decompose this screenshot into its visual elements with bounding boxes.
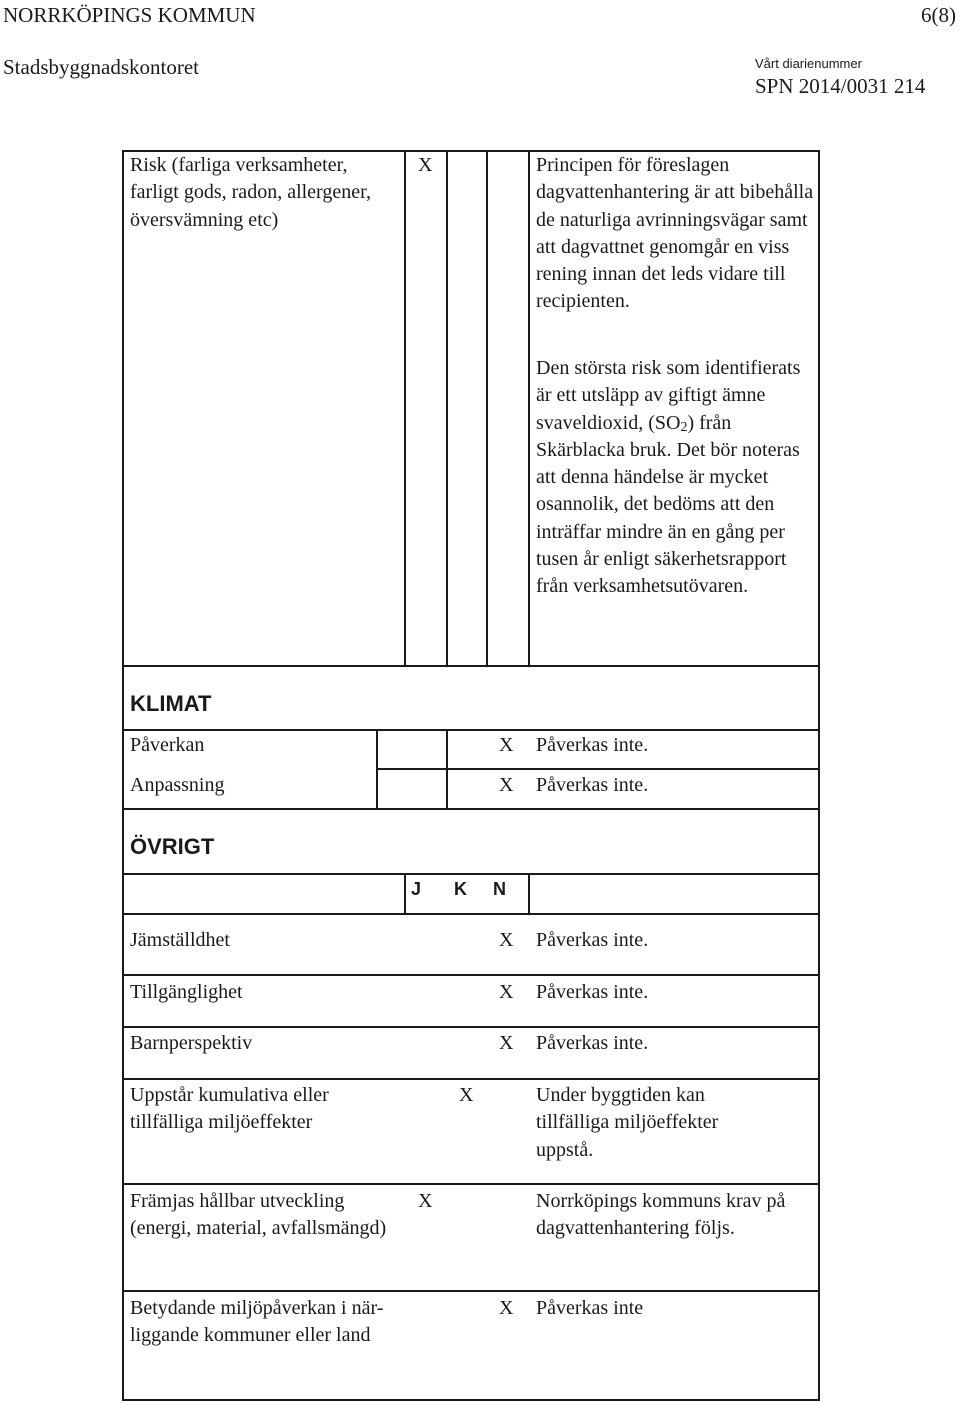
ovrigt-row-comment: Påverkas inte. xyxy=(536,981,649,1003)
ovrigt-row-label: Betydande miljöpåverkan i när- liggande kommuner eller land xyxy=(130,1297,384,1347)
ovrigt-row-label: Barnperspektiv xyxy=(130,1032,253,1054)
page-number: 6(8) xyxy=(921,3,956,27)
column-n-header: N xyxy=(493,879,506,899)
ovrigt-row-mark: X xyxy=(499,1032,514,1054)
column-j-header: J xyxy=(411,879,422,899)
ovrigt-row-mark: X xyxy=(418,1190,433,1212)
ovrigt-row-mark: X xyxy=(499,1297,514,1319)
klimat-row-label: Påverkan xyxy=(130,734,205,756)
column-k-header: K xyxy=(454,879,467,899)
ovrigt-row-label: Tillgänglighet xyxy=(130,981,243,1003)
ovrigt-row-comment: Påverkas inte xyxy=(536,1297,644,1319)
ovrigt-row-comment: Under byggtiden kan tillfälliga miljöeffekter uppstå. xyxy=(536,1084,719,1161)
risk-comment-2: Den största risk som identifierats är ett utsläpp av giftigt ämne svaveldioxid, $(SO_2)$ från Skärblacka bruk. Det bör noteras att denna händelse är mycket osannolik, det bedöms att den inträffar mindre än en gång per tusen år enligt säkerhetsrapport från verksamhetsutövaren. xyxy=(536,357,801,598)
ovrigt-heading: ÖVRIGT xyxy=(130,834,215,859)
ovrigt-row-label: Jämställdhet xyxy=(130,929,230,951)
ovrigt-row-comment: Påverkas inte. xyxy=(536,929,649,951)
klimat-row-label: Anpassning xyxy=(130,774,225,796)
risk-comment-1: Principen för föreslagen dagvattenhantering är att bibehålla de naturliga avrinningsvägar samt att dagvattnet genomgår en viss rening innan det leds vidare till recipienten. xyxy=(536,154,814,313)
klimat-row-mark: X xyxy=(499,774,514,796)
klimat-row-mark: X xyxy=(499,734,514,756)
ovrigt-row-mark: X xyxy=(459,1084,474,1106)
klimat-heading: KLIMAT xyxy=(130,691,212,716)
klimat-row-comment: Påverkas inte. xyxy=(536,774,649,796)
reference-label: Vårt diarienummer xyxy=(755,56,862,71)
ovrigt-row-mark: X xyxy=(499,981,514,1003)
ovrigt-row-label: Främjas hållbar utveckling (energi, material, avfallsmängd) xyxy=(130,1190,387,1240)
risk-label: Risk (farliga verksamheter, farligt gods, radon, allergener, översvämning etc) xyxy=(130,154,371,231)
ovrigt-row-comment: Norrköpings kommuns krav på dagvattenhantering följs. xyxy=(536,1190,786,1240)
department-name: Stadsbyggnadskontoret xyxy=(3,55,199,79)
risk-mark: X xyxy=(418,154,433,176)
org-name: NORRKÖPINGS KOMMUN xyxy=(3,3,256,27)
reference-number: SPN 2014/0031 214 xyxy=(755,74,926,98)
klimat-row-comment: Påverkas inte. xyxy=(536,734,649,756)
ovrigt-row-mark: X xyxy=(499,929,514,951)
ovrigt-row-comment: Påverkas inte. xyxy=(536,1032,649,1054)
ovrigt-row-label: Uppstår kumulativa eller tillfälliga miljöeffekter xyxy=(130,1084,329,1134)
